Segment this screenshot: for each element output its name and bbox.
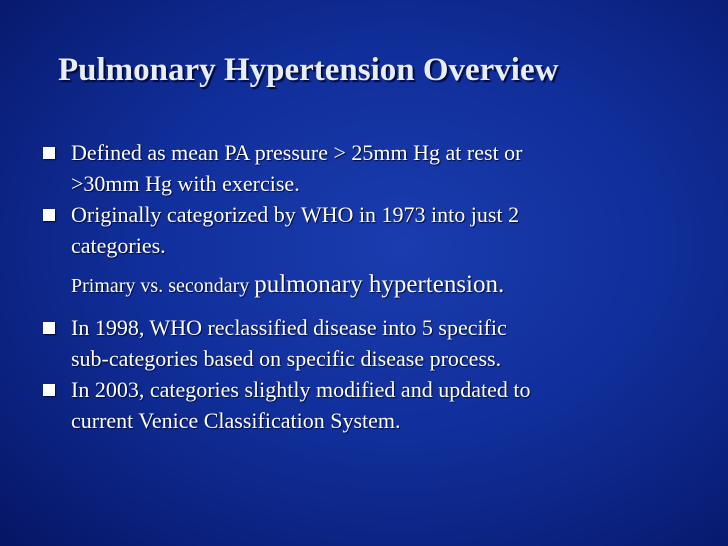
bullet-text-line: current Venice Classification System.: [71, 408, 401, 433]
sub-text-part: Primary vs. secondary: [71, 275, 255, 297]
bullet-item: [40, 312, 680, 374]
bullet-text-line: Originally categorized by WHO in 1973 into just 2: [71, 202, 520, 227]
sub-text: [40, 267, 680, 306]
square-bullet-icon: [43, 322, 55, 334]
square-bullet-icon: [43, 209, 55, 221]
bullet-item: [40, 137, 680, 199]
slide-title: Pulmonary Hypertension Overview: [58, 52, 559, 88]
bullet-item: [40, 199, 680, 261]
square-bullet-icon: [43, 147, 55, 159]
sub-text-part: pulmonary hypertension.: [254, 271, 505, 298]
bullet-item: [40, 374, 680, 436]
bullet-text-line: >30mm Hg with exercise.: [71, 171, 300, 196]
bullet-text-line: In 1998, WHO reclassified disease into 5 specific: [71, 315, 507, 340]
square-bullet-icon: [43, 384, 55, 396]
bullet-text-line: Defined as mean PA pressure > 25mm Hg at rest or: [71, 140, 523, 165]
bullet-text-line: In 2003, categories slightly modified and updated to: [71, 377, 531, 402]
bullet-list: [40, 137, 680, 436]
bullet-text-line: sub-categories based on specific disease process.: [71, 346, 502, 371]
bullet-text-line: categories.: [71, 233, 166, 258]
